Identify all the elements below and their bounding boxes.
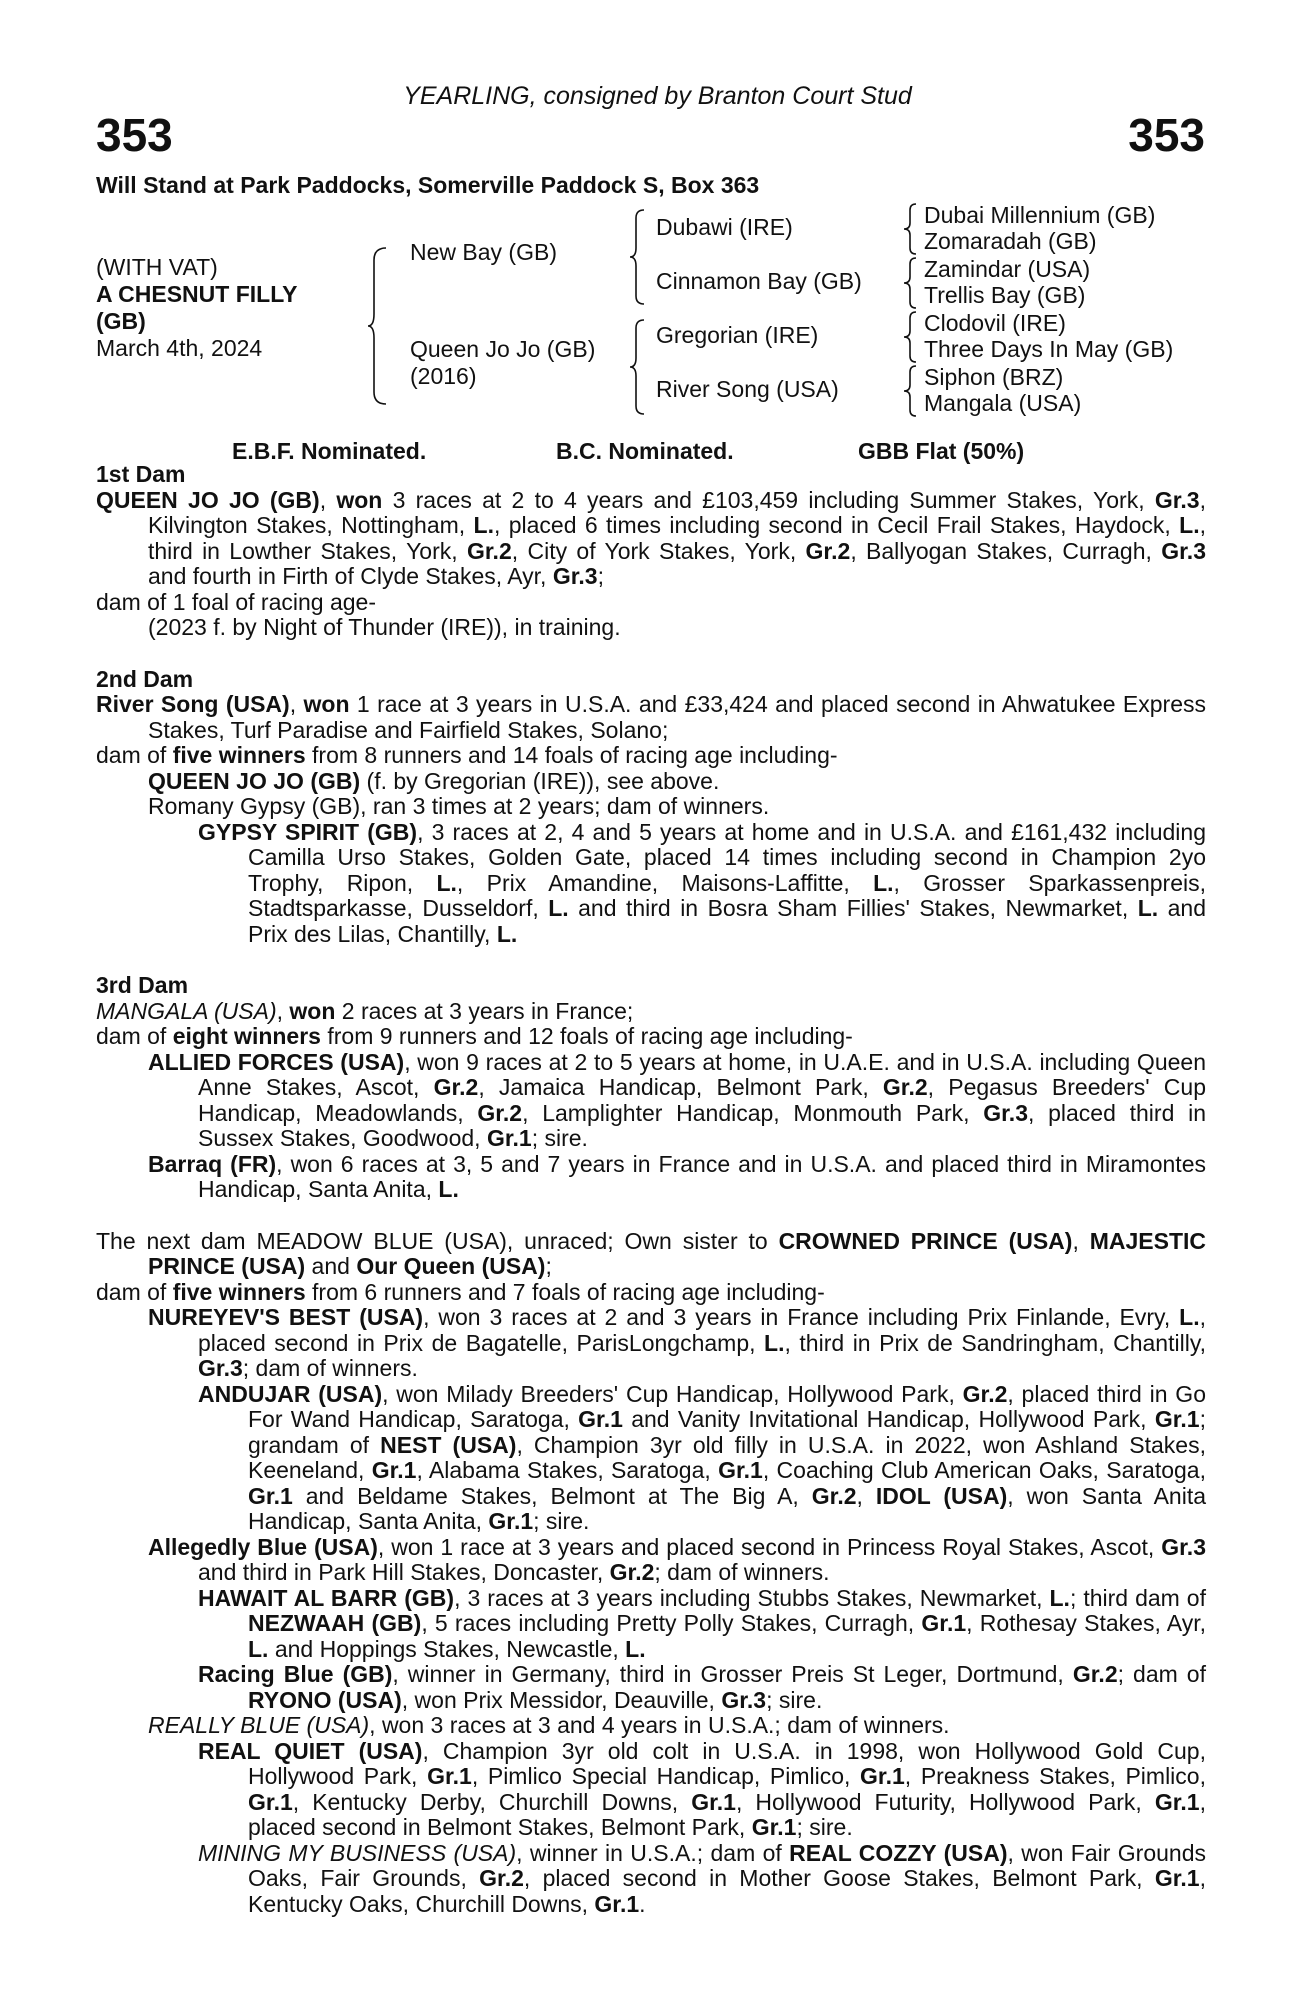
foaling-date: March 4th, 2024	[96, 335, 263, 361]
lot-description: A CHESNUT FILLY	[96, 281, 298, 307]
ds-dam: Three Days In May (GB)	[924, 336, 1174, 362]
produce-entry: ANDUJAR (USA), won Milady Breeders' Cup Handicap, Hollywood Park, Gr.2, placed third in Go For Wand Handicap, Saratoga, Gr.1 and Vanity Invitational Handicap, Hollywood Park, Gr.1; grandam of NEST (USA), Champion 3yr old filly in U.S.A. in 2022, won Ashland Stakes, Keeneland, Gr.1, Alabama Stakes, Saratoga, Gr.1, Coaching Club American Oaks, Saratoga, Gr.1 and Beldame Stakes, Belmont at The Big A, Gr.2, IDOL (USA), won Santa Anita Handicap, Santa Anita, Gr.1; sire.	[198, 1380, 1207, 1534]
sire-name: New Bay (GB)	[410, 239, 557, 265]
horse-name: River Song (USA)	[96, 691, 290, 717]
pedigree-brace-ds	[902, 310, 920, 364]
sd-dam: Trellis Bay (GB)	[924, 282, 1086, 308]
lot-number-right: 353	[1128, 109, 1205, 161]
catalogue-body	[96, 462, 1206, 1917]
ds-sire: Clodovil (IRE)	[924, 310, 1066, 336]
pedigree-brace-dam	[628, 318, 648, 416]
gbb-nomination: GBB Flat (50%)	[858, 438, 1025, 464]
dam-dam: River Song (USA)	[656, 376, 839, 402]
ss-dam: Zomaradah (GB)	[924, 228, 1097, 254]
lot-number-left: 353	[96, 109, 173, 161]
produce-entry: Barraq (FR), won 6 races at 3, 5 and 7 years in France and in U.S.A. and placed third in Miramontes Handicap, Santa Anita, L.	[148, 1150, 1206, 1202]
first-dam-heading: 1st Dam	[96, 461, 186, 487]
first-dam-produce-summary: dam of 1 foal of racing age-	[96, 588, 376, 615]
dd-dam: Mangala (USA)	[924, 390, 1082, 416]
sd-sire: Zamindar (USA)	[924, 256, 1091, 282]
first-dam-record: QUEEN JO JO (GB), won 3 races at 2 to 4 years and £103,459 including Summer Stakes, York, Gr.3, Kilvington Stakes, Nottingham, L., placed 6 times including second in Cecil Frail Stakes, Haydock, L., third in Lowther Stakes, York, Gr.2, City of York Stakes, York, Gr.2, Ballyogan Stakes, Curragh, Gr.3 and fourth in Firth of Clyde Stakes, Ayr, Gr.3;	[96, 486, 1206, 589]
produce-entry: Racing Blue (GB), winner in Germany, third in Grosser Preis St Leger, Dortmund, Gr.2; dam of RYONO (USA), won Prix Messidor, Deauville, Gr.3; sire.	[198, 1661, 1206, 1713]
pedigree-brace-dd	[902, 364, 920, 418]
stand-location: Will Stand at Park Paddocks, Somerville Paddock S, Box 363	[96, 172, 760, 198]
lot-description-country: (GB)	[96, 308, 146, 334]
consignor-line: YEARLING, consigned by Branton Court Stud	[403, 82, 912, 110]
won-word: won	[336, 486, 383, 513]
pedigree-brace-sd	[902, 256, 920, 310]
produce-entry: QUEEN JO JO (GB) (f. by Gregorian (IRE)), see above.	[148, 767, 720, 794]
second-dam-heading: 2nd Dam	[96, 665, 194, 692]
vat-note: (WITH VAT)	[96, 254, 218, 280]
dam-sire: Gregorian (IRE)	[656, 322, 819, 348]
pedigree-brace-sire	[628, 208, 648, 306]
produce-entry: NUREYEV'S BEST (USA), won 3 races at 2 and 3 years in France including Prix Finlande, Evry, L., placed second in Prix de Bagatelle, ParisLongchamp, L., third in Prix de Sandringham, Chantilly, Gr.3; dam of winners.	[148, 1304, 1206, 1381]
second-dam-record: River Song (USA), won 1 race at 3 years in U.S.A. and £33,424 and placed second in Ahwatukee Express Stakes, Turf Paradise and Fairfield Stakes, Solano;	[96, 691, 1207, 743]
pedigree-brace-main	[366, 246, 390, 406]
dam-year: (2016)	[410, 363, 477, 389]
ss-sire: Dubai Millennium (GB)	[924, 202, 1156, 228]
produce-entry: REALLY BLUE (USA), won 3 races at 3 and 4 years in U.S.A.; dam of winners.	[148, 1712, 950, 1738]
produce-entry: REAL QUIET (USA), Champion 3yr old colt in U.S.A. in 1998, won Hollywood Gold Cup, Hollywood Park, Gr.1, Pimlico Special Handicap, Pimlico, Gr.1, Preakness Stakes, Pimlico, Gr.1, Kentucky Derby, Churchill Downs, Gr.1, Hollywood Futurity, Hollywood Park, Gr.1, placed second in Belmont Stakes, Belmont Park, Gr.1; sire.	[198, 1737, 1206, 1840]
produce-entry: GYPSY SPIRIT (GB), 3 races at 2, 4 and 5 years at home and in U.S.A. and £161,432 including Camilla Urso Stakes, Golden Gate, placed 14 times including second in Champion 2yo Trophy, Ripon, L., Prix Amandine, Maisons-Laffitte, L., Grosser Sparkassenpreis, Stadtsparkasse, Dusseldorf, L. and third in Bosra Sham Fillies' Stakes, Newmarket, L. and Prix des Lilas, Chantilly, L.	[198, 818, 1207, 947]
produce-entry: HAWAIT AL BARR (GB), 3 races at 3 years including Stubbs Stakes, Newmarket, L.; third dam of NEZWAAH (GB), 5 races including Pretty Polly Stakes, Curragh, Gr.1, Rothesay Stakes, Ayr, L. and Hoppings Stakes, Newcastle, L.	[198, 1584, 1206, 1662]
next-dam-record: The next dam MEADOW BLUE (USA), unraced; Own sister to CROWNED PRINCE (USA), MAJESTIC PRINCE (USA) and Our Queen (USA);	[96, 1227, 1207, 1279]
second-dam-produce-summary: dam of five winners from 8 runners and 14 foals of racing age including-	[96, 742, 838, 768]
horse-name: QUEEN JO JO (GB)	[96, 486, 320, 513]
produce-entry: Allegedly Blue (USA), won 1 race at 3 years and placed second in Princess Royal Stakes, Ascot, Gr.3 and third in Park Hill Stakes, Doncaster, Gr.2; dam of winners.	[148, 1533, 1206, 1585]
dam-name: Queen Jo Jo (GB)	[410, 336, 596, 362]
produce-entry: Romany Gypsy (GB), ran 3 times at 2 years; dam of winners.	[148, 793, 770, 819]
dd-sire: Siphon (BRZ)	[924, 364, 1064, 390]
third-dam-record: MANGALA (USA), won 2 races at 3 years in France;	[96, 997, 634, 1024]
horse-name: MANGALA (USA)	[96, 997, 277, 1024]
sire-dam: Cinnamon Bay (GB)	[656, 268, 862, 294]
third-dam-produce-summary: dam of eight winners from 9 runners and 12 foals of racing age including-	[96, 1023, 853, 1049]
ebf-nomination: E.B.F. Nominated.	[232, 438, 427, 464]
next-dam-produce-summary: dam of five winners from 6 runners and 7 foals of racing age including-	[96, 1278, 825, 1305]
bc-nomination: B.C. Nominated.	[556, 438, 734, 464]
sire-sire: Dubawi (IRE)	[656, 214, 793, 240]
first-dam-foal: (2023 f. by Night of Thunder (IRE)), in training.	[148, 614, 621, 640]
produce-entry: MINING MY BUSINESS (USA), winner in U.S.A.; dam of REAL COZZY (USA), won Fair Grounds Oaks, Fair Grounds, Gr.2, placed second in Mother Goose Stakes, Belmont Park, Gr.1, Kentucky Oaks, Churchill Downs, Gr.1.	[198, 1839, 1206, 1917]
third-dam-heading: 3rd Dam	[96, 972, 189, 998]
produce-entry: ALLIED FORCES (USA), won 9 races at 2 to 5 years at home, in U.A.E. and in U.S.A. including Queen Anne Stakes, Ascot, Gr.2, Jamaica Handicap, Belmont Park, Gr.2, Pegasus Breeders' Cup Handicap, Meadowlands, Gr.2, Lamplighter Handicap, Monmouth Park, Gr.3, placed third in Sussex Stakes, Goodwood, Gr.1; sire.	[148, 1048, 1207, 1151]
pedigree-brace-ss	[902, 202, 920, 256]
